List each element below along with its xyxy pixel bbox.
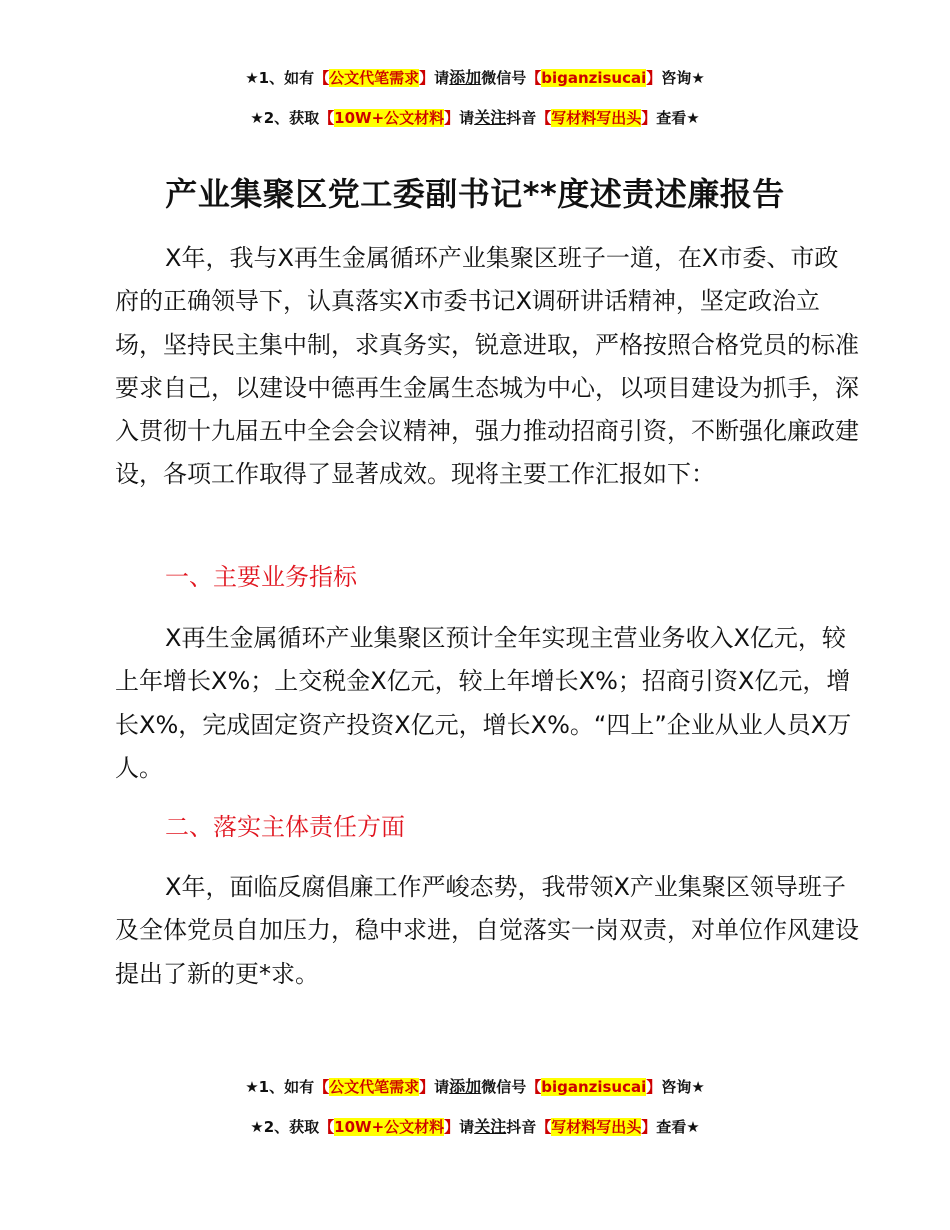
star-icon: ★ [686,109,700,127]
promo-text: 请 [434,69,450,87]
promo-text: 请 [459,109,475,127]
intro-paragraph: X年，我与X再生金属循环产业集聚区班子一道，在X市委、市政府的正确领导下，认真落实X市委书记X调研讲话精神，坚定政治立场，坚持民主集中制，求真务实，锐意进取，严格按照合格党员的标准要求自己，以建设中德再生金属生态城为中心，以项目建设为抓手，深入贯彻十九届五中全会会议精神，强力推动招商引资，不断强化廉政建设，各项工作取得了显著成效。现将主要工作汇报如下： [115,244,859,489]
promo-text: 1、如有 [258,69,315,87]
promo-text: 咨询 [661,69,692,87]
promo-line-2-bottom [0,1117,950,1137]
promo-text: 2、获取 [263,109,320,127]
section-1-heading: 一、主要业务指标 [165,563,357,591]
star-icon: ★ [245,1078,259,1096]
promo-bracket: 【 [536,1118,552,1136]
section-2-paragraph: X年，面临反腐倡廉工作严峻态势，我带领X产业集聚区领导班子及全体党员自加压力，稳中求进，自觉落实一岗双责，对单位作风建设提出了新的更*求。 [115,873,859,988]
promo-emphasis: 添加 [449,68,482,87]
promo-bracket: 【 [319,1118,335,1136]
star-icon: ★ [691,1078,705,1096]
promo-bracket: 】 [419,69,435,87]
promo-text: 抖音 [506,109,537,127]
promo-bracket: 】 [646,1078,662,1096]
promo-bracket: 】 [641,109,657,127]
promo-text: 查看 [656,109,687,127]
promo-highlight: 公文代笔需求 [329,69,420,87]
promo-highlight: 10W+公文材料 [334,1118,445,1136]
promo-emphasis: 添加 [449,1077,482,1096]
star-icon: ★ [691,69,705,87]
promo-bracket: 【 [314,69,330,87]
promo-line-1-bottom [0,1077,950,1097]
promo-bracket: 】 [419,1078,435,1096]
promo-emphasis: 关注 [474,1117,507,1136]
promo-wechat-id: biganzisucai [541,1078,647,1096]
promo-bracket: 】 [646,69,662,87]
promo-bracket: 】 [444,1118,460,1136]
promo-text: 查看 [656,1118,687,1136]
promo-bracket: 【 [526,69,542,87]
promo-text: 微信号 [481,69,527,87]
promo-line-2-top [0,108,950,128]
promo-bracket: 】 [641,1118,657,1136]
promo-bracket: 【 [314,1078,330,1096]
star-icon: ★ [686,1118,700,1136]
promo-bracket: 【 [526,1078,542,1096]
promo-text: 微信号 [481,1078,527,1096]
star-icon: ★ [250,1118,264,1136]
promo-line-1-top [0,68,950,88]
star-icon: ★ [250,109,264,127]
promo-highlight: 10W+公文材料 [334,109,445,127]
promo-text: 1、如有 [258,1078,315,1096]
promo-emphasis: 关注 [474,108,507,127]
document-title: 产业集聚区党工委副书记**度述责述廉报告 [165,175,785,213]
promo-bracket: 【 [536,109,552,127]
star-icon: ★ [245,69,259,87]
promo-douyin-id: 写材料写出头 [551,109,642,127]
section-1-paragraph: X再生金属循环产业集聚区预计全年实现主营业务收入X亿元，较上年增长X%；上交税金X亿元，较上年增长X%；招商引资X亿元，增长X%，完成固定资产投资X亿元，增长X%。“四上”企业从业人员X万人。 [115,624,852,782]
promo-bracket: 】 [444,109,460,127]
promo-text: 请 [434,1078,450,1096]
promo-bracket: 【 [319,109,335,127]
promo-text: 请 [459,1118,475,1136]
promo-text: 2、获取 [263,1118,320,1136]
section-2-heading: 二、落实主体责任方面 [165,813,405,841]
promo-text: 抖音 [506,1118,537,1136]
promo-douyin-id: 写材料写出头 [551,1118,642,1136]
promo-wechat-id: biganzisucai [541,69,647,87]
promo-highlight: 公文代笔需求 [329,1078,420,1096]
promo-text: 咨询 [661,1078,692,1096]
